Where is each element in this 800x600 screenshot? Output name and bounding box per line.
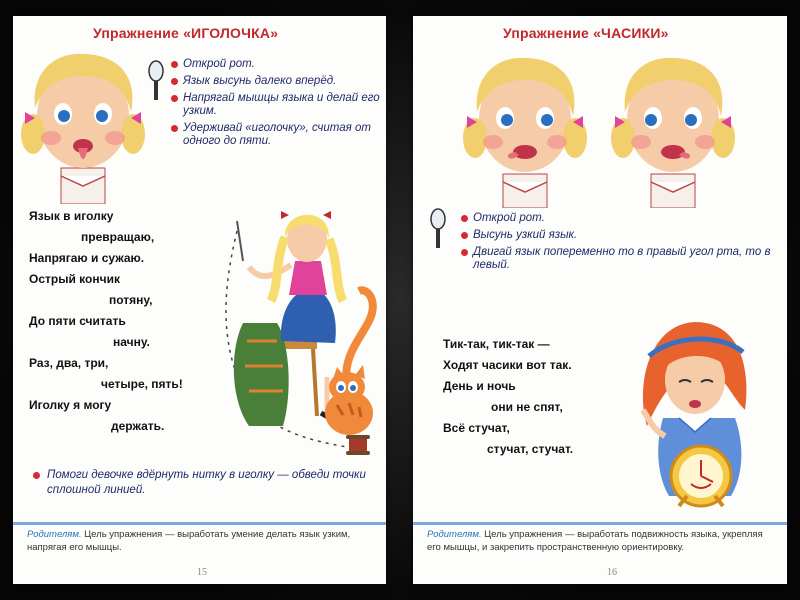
page-number: 16 — [607, 567, 617, 578]
parents-text: Цель упражнения — выработать подвижность языка, укрепляя его мышцы, и закрепить пространственную ориентировку. — [427, 529, 763, 553]
poem-line: До пяти считать — [29, 314, 126, 328]
poem — [29, 206, 189, 437]
girl-face-tongue-left-illustration — [463, 48, 588, 208]
parents-label: Родителям. — [427, 529, 482, 540]
parents-note — [427, 528, 779, 554]
poem-line: держать. — [111, 419, 165, 433]
poem-line: стучат, стучат. — [487, 442, 574, 456]
step-item: Удерживай «иголочку», считая от одного до пяти. — [171, 122, 381, 148]
poem-line: День и ночь — [443, 379, 516, 393]
poem-line: Язык в иголку — [29, 209, 114, 223]
step-item: Высунь узкий язык. — [461, 229, 779, 242]
page-right — [413, 16, 787, 584]
poem — [443, 334, 633, 460]
step-item: Двигай язык попеременно то в правый угол рта, то в левый. — [461, 246, 779, 272]
girl-face-tongue-illustration — [21, 46, 146, 204]
thread-spool-icon — [343, 430, 373, 460]
poem-line: превращаю, — [81, 230, 155, 244]
girl-face-tongue-right-illustration — [611, 48, 736, 208]
clock-girl-illustration — [635, 306, 765, 511]
task-instruction: Помоги девочке вдёрнуть нитку в иголку — обведи точки сплошной линией. — [33, 468, 386, 498]
poem-line: Тик-так, тик-так — — [443, 337, 550, 351]
mirror-icon — [147, 60, 165, 102]
poem-line: потяну, — [109, 293, 153, 307]
poem-line: четыре, пять! — [101, 377, 183, 391]
steps-list — [461, 212, 779, 276]
step-item: Напрягай мышцы языка и делай его узким. — [171, 92, 381, 118]
poem-line: Напрягаю и сужаю. — [29, 251, 145, 265]
step-item: Открой рот. — [461, 212, 779, 225]
poem-line: Всё стучат, — [443, 421, 510, 435]
steps-list — [171, 58, 381, 152]
page-left — [13, 16, 386, 584]
poem-line: Острый кончик — [29, 272, 120, 286]
parents-text: Цель упражнения — выработать умение делать язык узким, напрягая его мышцы. — [27, 529, 351, 553]
step-item: Открой рот. — [171, 58, 381, 71]
divider-line — [413, 522, 787, 525]
mirror-icon — [429, 208, 447, 250]
poem-line: они не спят, — [491, 400, 563, 414]
poem-line: Ходят часики вот так. — [443, 358, 572, 372]
divider-line — [13, 522, 386, 525]
exercise-title: Упражнение «ИГОЛОЧКА» — [93, 25, 279, 41]
parents-label: Родителям. — [27, 529, 82, 540]
poem-line: Раз, два, три, — [29, 356, 109, 370]
page-number: 15 — [197, 567, 207, 578]
poem-line: Иголку я могу — [29, 398, 112, 412]
sewing-girl-illustration — [209, 191, 385, 456]
poem-line: начну. — [113, 335, 150, 349]
step-item: Язык высунь далеко вперёд. — [171, 75, 381, 88]
parents-note — [27, 528, 377, 554]
exercise-title: Упражнение «ЧАСИКИ» — [503, 25, 669, 41]
